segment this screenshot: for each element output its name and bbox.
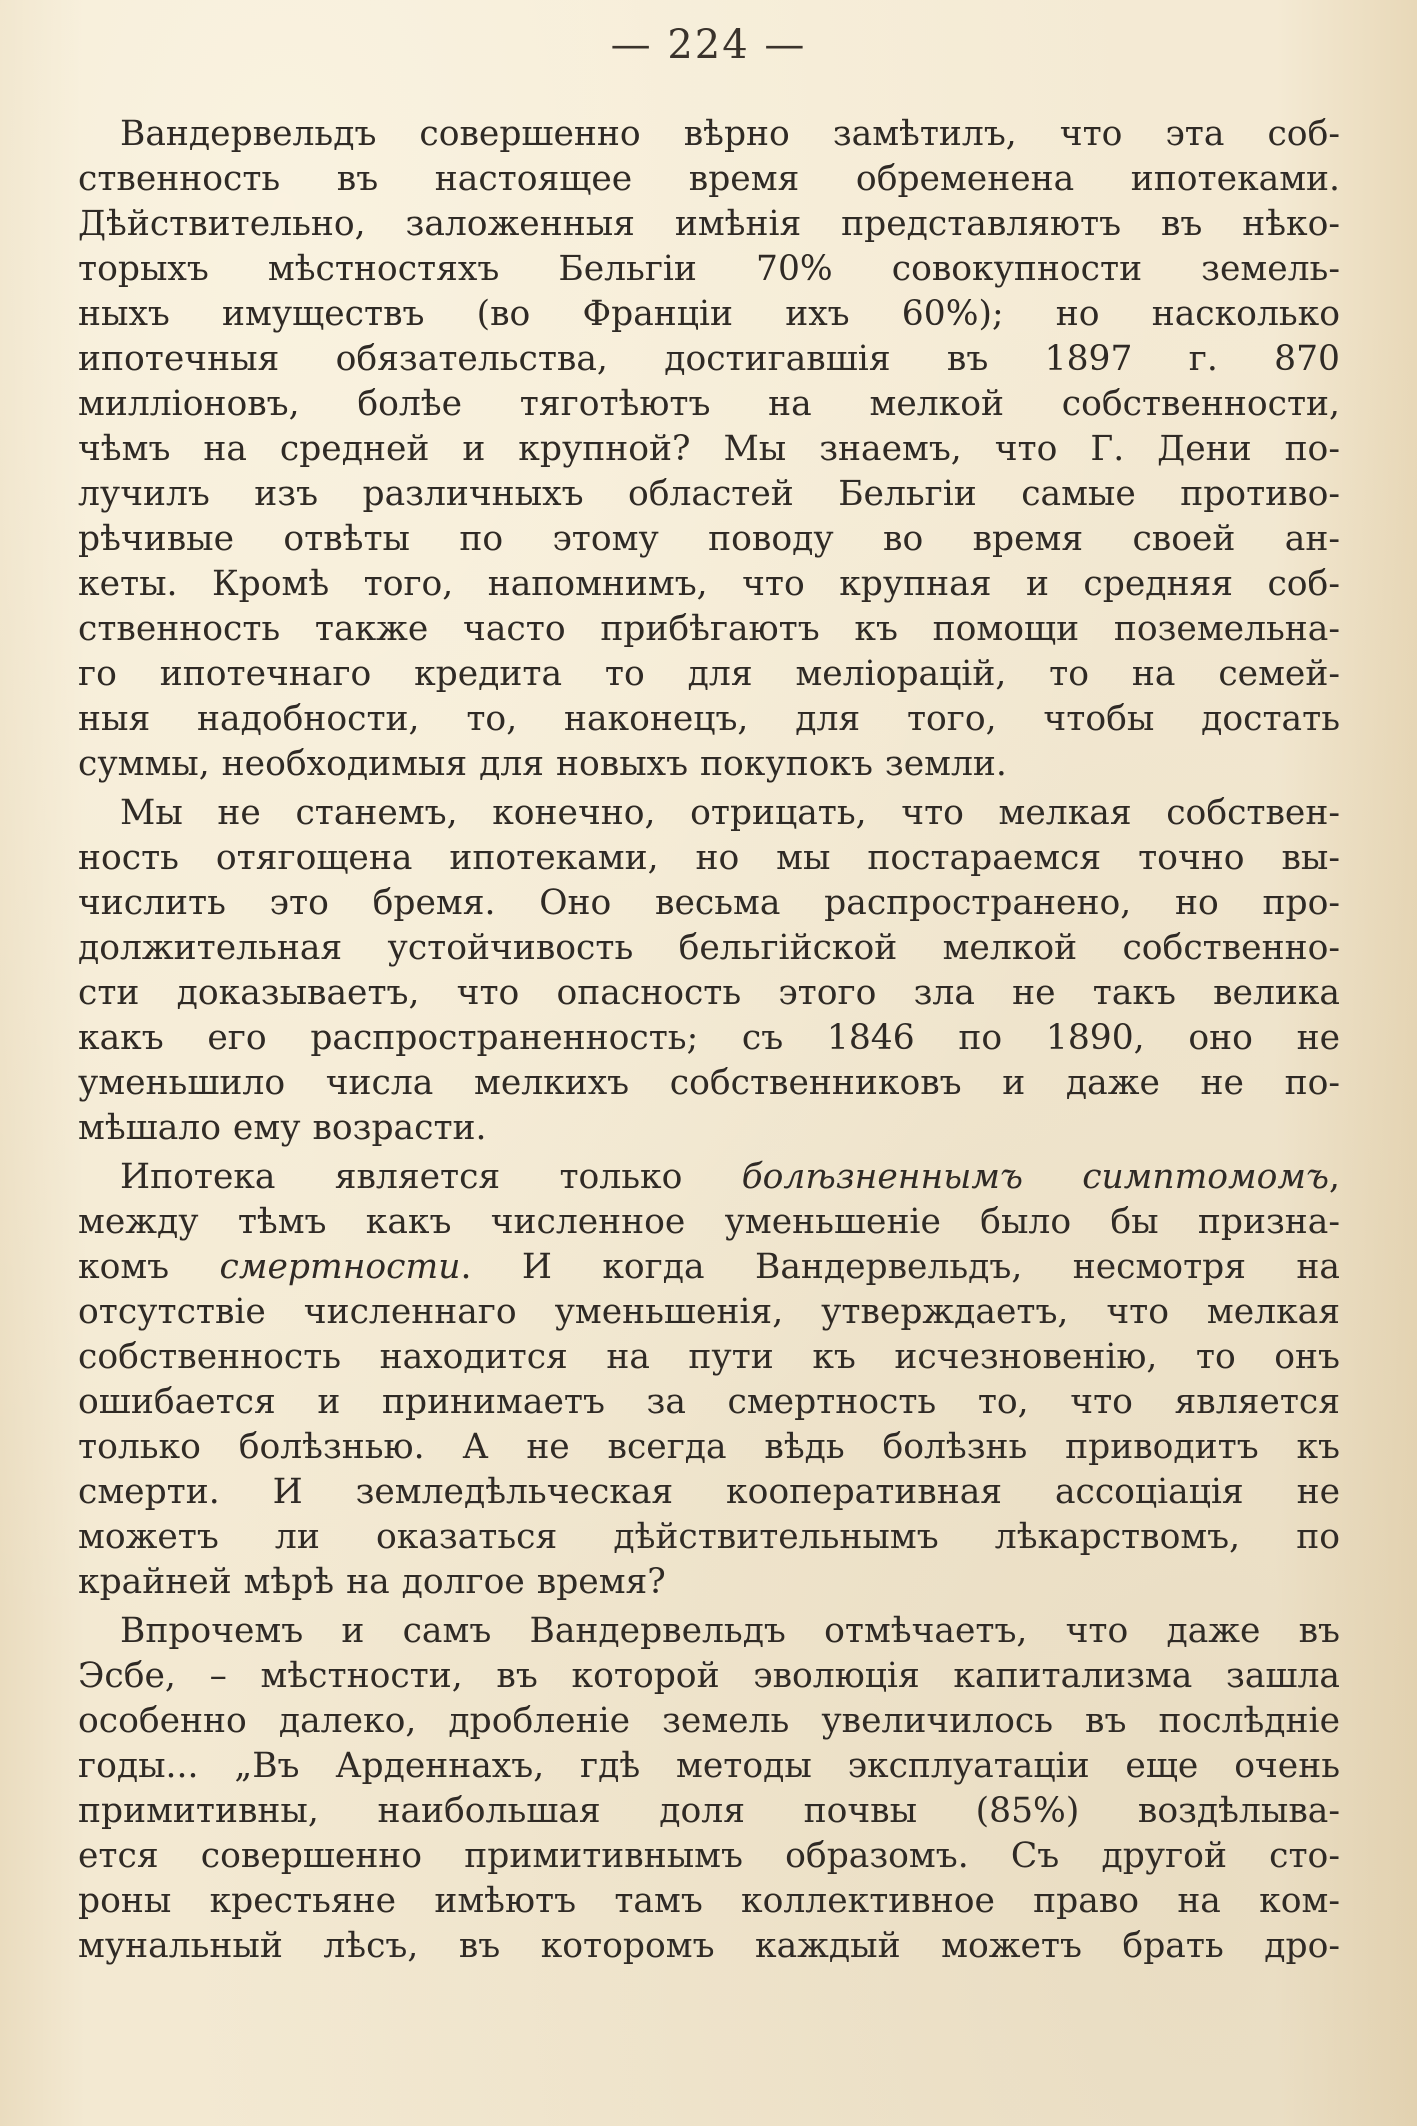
text-line: Эсбе, – мѣстности, въ которой эволюція капитализма зашла [78,1656,1340,1696]
emphasis-text: смертности [219,1247,461,1287]
text-run: , [1329,1157,1340,1197]
text-line: Мы не станемъ, конечно, отрицать, что мелкая собствен- [120,793,1340,833]
text-line: крайней мѣрѣ на долгое время? [78,1562,666,1602]
text-line: ошибается и принимаетъ за смертность то, что является [78,1382,1340,1422]
text-line: роны крестьяне имѣютъ тамъ коллективное право на ком- [78,1881,1340,1921]
paragraph-4 [78,1609,1340,1969]
text-line: ется совершенно примитивнымъ образомъ. Съ другой сто- [78,1836,1340,1876]
paragraph-1 [78,112,1340,787]
text-line: ственность также часто прибѣгаютъ къ помощи поземельна- [78,609,1340,649]
text-line: Дѣйствительно, заложенныя имѣнія представляютъ въ нѣко- [78,204,1340,244]
text-line: суммы, необходимыя для новыхъ покупокъ земли. [78,744,1007,784]
text-run: Ипотека является только [120,1157,742,1197]
text-line: числить это бремя. Оно весьма распространено, но про- [78,883,1340,923]
text-line: милліоновъ, болѣе тяготѣютъ на мелкой собственности, [78,384,1340,424]
text-line: Вандервельдъ совершенно вѣрно замѣтилъ, что эта соб- [120,114,1340,154]
text-line: собственность находится на пути къ исчезновенію, то онъ [78,1337,1340,1377]
text-line: торыхъ мѣстностяхъ Бельгіи 70% совокупности земель- [78,249,1340,289]
text-line: какъ его распространенность; съ 1846 по 1890, оно не [78,1018,1340,1058]
text-line: мунальный лѣсъ, въ которомъ каждый можетъ брать дро- [78,1926,1340,1966]
text-line: отсутствіе численнаго уменьшенія, утверждаетъ, что мелкая [78,1292,1340,1332]
text-line: ственность въ настоящее время обременена ипотеками. [78,159,1340,199]
text-run: комъ [78,1247,220,1287]
text-line: го ипотечнаго кредита то для меліорацій, то на семей- [78,654,1340,694]
text-line: рѣчивые отвѣты по этому поводу во время своей ан- [78,519,1340,559]
text-line: лучилъ изъ различныхъ областей Бельгіи самые противо- [78,474,1340,514]
text-line: годы... „Въ Арденнахъ, гдѣ методы эксплуатаціи еще очень [78,1746,1340,1786]
text-line: ипотечныя обязательства, достигавшія въ 1897 г. 870 [78,339,1340,379]
text-line: примитивны, наибольшая доля почвы (85%) воздѣлыва- [78,1791,1340,1831]
text-line: кеты. Кромѣ того, напомнимъ, что крупная и средняя соб- [78,564,1340,604]
text-line: ность отягощена ипотеками, но мы постараемся точно вы- [78,838,1340,878]
text-line: мѣшало ему возрасти. [78,1108,487,1148]
text-line: уменьшило числа мелкихъ собственниковъ и даже не по- [78,1063,1340,1103]
paragraph-2 [78,791,1340,1151]
text-line: особенно далеко, дробленіе земель увеличилось въ послѣдніе [78,1701,1340,1741]
page-number: — 224 — [610,22,807,68]
emphasis-text: болѣзненнымъ симптомомъ [741,1157,1330,1197]
text-run: . И когда Вандервельдъ, несмотря на [460,1247,1340,1287]
text-line: только болѣзнью. А не всегда вѣдь болѣзнь приводитъ къ [78,1427,1340,1467]
body-text [78,112,1340,1969]
text-line: смерти. И земледѣльческая кооперативная ассоціація не [78,1472,1340,1512]
text-line: чѣмъ на средней и крупной? Мы знаемъ, что Г. Дени по- [78,429,1340,469]
text-line: должительная устойчивость бельгійской мелкой собственно- [78,928,1340,968]
text-line: ныхъ имуществъ (во Франціи ихъ 60%); но насколько [78,294,1340,334]
text-line: можетъ ли оказаться дѣйствительнымъ лѣкарствомъ, по [78,1517,1340,1557]
paragraph-3 [78,1155,1340,1605]
text-line [78,1245,1340,1290]
text-line: ныя надобности, то, наконецъ, для того, чтобы достать [78,699,1340,739]
text-line: между тѣмъ какъ численное уменьшеніе было бы призна- [78,1202,1340,1242]
text-line: Впрочемъ и самъ Вандервельдъ отмѣчаетъ, что даже въ [120,1611,1340,1651]
text-line: сти доказываетъ, что опасность этого зла не такъ велика [78,973,1340,1013]
text-line [78,1155,1340,1200]
